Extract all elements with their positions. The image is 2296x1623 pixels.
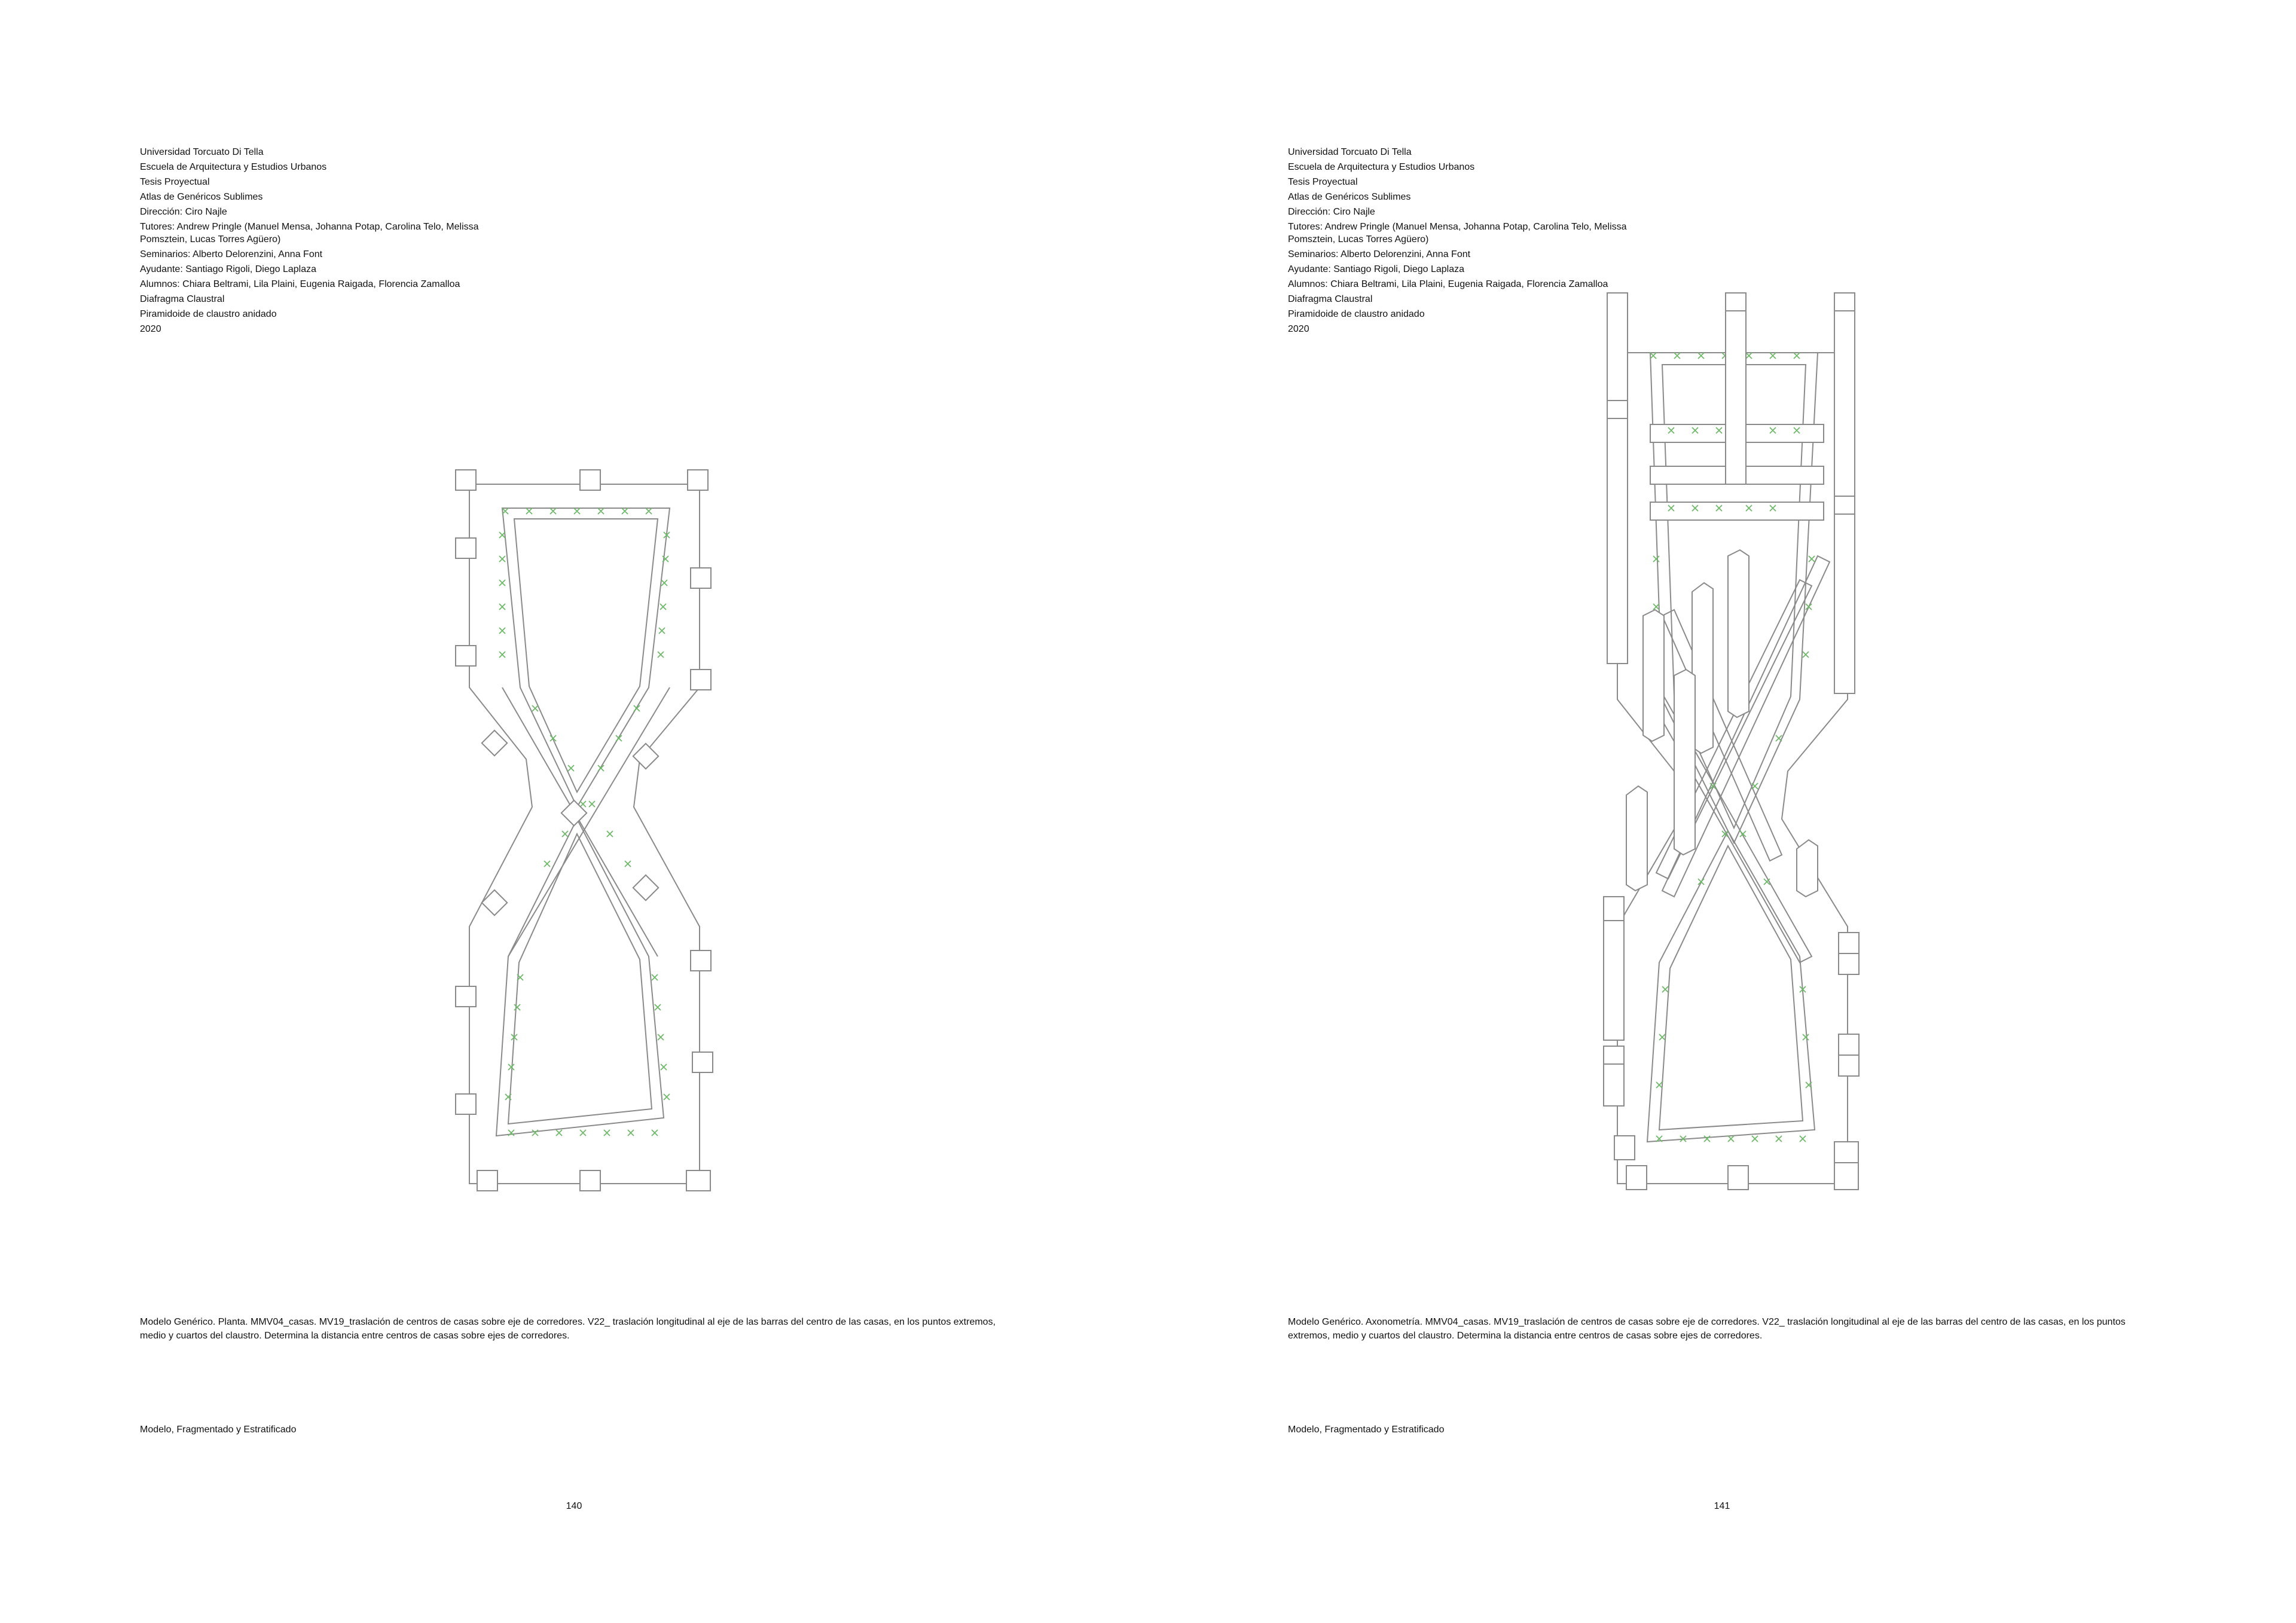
house	[692, 1052, 713, 1072]
section-title: Modelo, Fragmentado y Estratificado	[1288, 1425, 1445, 1435]
lower-courtyard-inner	[1659, 846, 1803, 1130]
credit-students: Alumnos: Chiara Beltrami, Lila Plaini, Eugenia Raigada, Florencia Zamalloa	[1288, 279, 1608, 289]
credit-subtitle: Piramidoide de claustro anidado	[140, 309, 277, 319]
tower	[1607, 293, 1628, 664]
upper-courtyard-inner	[514, 519, 658, 792]
house	[1834, 1142, 1858, 1190]
lower-courtyard-inner	[508, 834, 652, 1124]
credit-year: 2020	[1288, 324, 1309, 334]
credit-university: Universidad Torcuato Di Tella	[1288, 147, 1412, 157]
house	[456, 1094, 476, 1114]
credit-atlas: Atlas de Genéricos Sublimes	[1288, 192, 1411, 202]
credit-director: Dirección: Ciro Najle	[140, 207, 227, 217]
section-title: Modelo, Fragmentado y Estratificado	[140, 1425, 297, 1435]
lower-courtyard	[1647, 831, 1815, 1142]
tower	[1726, 293, 1746, 484]
credit-tutors: Tutores: Andrew Pringle (Manuel Mensa, Johanna Potap, Carolina Telo, Melissa Pomsztein, Lucas Torres Agüero)	[140, 222, 479, 244]
house	[482, 890, 507, 915]
house	[456, 986, 476, 1007]
tower	[1797, 840, 1818, 897]
credit-subtitle: Piramidoide de claustro anidado	[1288, 309, 1425, 319]
house	[686, 1170, 710, 1191]
credit-project: Diafragma Claustral	[140, 294, 225, 304]
credit-thesis: Tesis Proyectual	[1288, 177, 1358, 187]
house	[1626, 1166, 1647, 1190]
credit-assistant: Ayudante: Santiago Rigoli, Diego Laplaza	[1288, 264, 1465, 274]
house	[691, 568, 711, 588]
house	[691, 950, 711, 971]
house	[580, 1170, 600, 1191]
credit-director: Dirección: Ciro Najle	[1288, 207, 1375, 217]
house	[482, 730, 507, 756]
tower	[1728, 550, 1749, 717]
tower	[1604, 1046, 1624, 1106]
credit-year: 2020	[140, 324, 161, 334]
credits-block	[140, 145, 499, 337]
credit-assistant: Ayudante: Santiago Rigoli, Diego Laplaza	[140, 264, 317, 274]
house	[1614, 1136, 1635, 1160]
lower-courtyard	[496, 819, 664, 1136]
credit-seminars: Seminarios: Alberto Delorenzini, Anna Font	[1288, 249, 1471, 259]
tower	[1643, 610, 1664, 741]
right-page	[1148, 0, 2296, 1623]
house	[688, 470, 708, 490]
house	[477, 1170, 497, 1191]
page-number: 140	[566, 1501, 582, 1511]
tower	[1626, 786, 1647, 891]
tower	[1834, 293, 1855, 693]
house	[633, 875, 658, 900]
tower	[1604, 897, 1624, 1040]
house	[1728, 1166, 1748, 1190]
page-number: 141	[1714, 1501, 1730, 1511]
axonometric-drawing	[1590, 281, 1877, 1196]
house	[633, 744, 658, 769]
tower	[1674, 670, 1695, 855]
house	[456, 538, 476, 558]
credit-atlas: Atlas de Genéricos Sublimes	[140, 192, 263, 202]
credit-project: Diafragma Claustral	[1288, 294, 1373, 304]
figure-caption: Modelo Genérico. Planta. MMV04_casas. MV19_traslación de centros de casas sobre eje de corredores. V22_ traslación longitudinal al eje de las barras del centro de las casas, en los puntos extremos, medio y cuartos del claustro. Determina la distancia entre centros de casas sobre ejes de corredores.	[140, 1317, 996, 1341]
credit-school: Escuela de Arquitectura y Estudios Urbanos	[140, 162, 327, 172]
house	[580, 470, 600, 490]
credit-tutors: Tutores: Andrew Pringle (Manuel Mensa, Johanna Potap, Carolina Telo, Melissa Pomsztein, Lucas Torres Agüero)	[1288, 222, 1627, 244]
house	[456, 646, 476, 666]
horizontal-bar	[1650, 502, 1824, 520]
figure-caption: Modelo Genérico. Axonometría. MMV04_casas. MV19_traslación de centros de casas sobre eje de corredores. V22_ traslación longitudinal al eje de las barras del centro de las casas, en los puntos extremos, medio y cuartos del claustro. Determina la distancia entre centros de casas sobre ejes de corredores.	[1288, 1317, 2126, 1341]
house	[691, 670, 711, 690]
credit-seminars: Seminarios: Alberto Delorenzini, Anna Font	[140, 249, 323, 259]
credit-school: Escuela de Arquitectura y Estudios Urbanos	[1288, 162, 1475, 172]
cross-bar-a	[502, 687, 658, 956]
house	[456, 470, 476, 490]
cross-bar-b	[508, 687, 670, 956]
credit-university: Universidad Torcuato Di Tella	[140, 147, 264, 157]
credit-students: Alumnos: Chiara Beltrami, Lila Plaini, Eugenia Raigada, Florencia Zamalloa	[140, 279, 460, 289]
plan-drawing	[442, 448, 729, 1196]
credit-thesis: Tesis Proyectual	[140, 177, 210, 187]
